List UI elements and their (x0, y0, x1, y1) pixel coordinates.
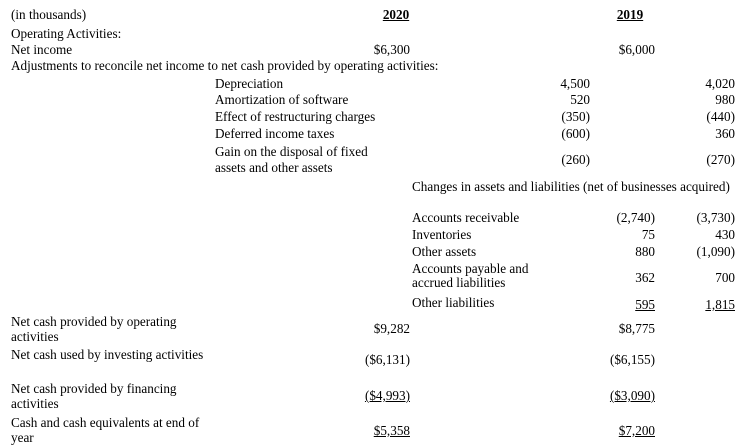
adjustment-2019: 4,020 (705, 76, 735, 91)
change-2020: 362 (635, 270, 655, 285)
total-2019: ($3,090) (609, 388, 655, 403)
total-2020: ($6,131) (364, 352, 410, 367)
change-2020: 595 (635, 297, 655, 312)
changes-label: Changes in assets and liabilities (net of businesses acquired) (412, 179, 730, 194)
change-2019: 700 (715, 270, 735, 285)
adjustment-2020: 520 (570, 92, 590, 107)
change-label: Other liabilities (412, 295, 495, 310)
change-2019: (3,730) (696, 210, 735, 225)
change-2019: 1,815 (705, 297, 735, 312)
adjustment-label: Gain on the disposal of fixed assets and other assets (215, 144, 368, 175)
total-2020: $5,358 (373, 423, 410, 438)
adjustment-2019: (440) (706, 109, 735, 124)
adjustment-2020: (260) (561, 152, 590, 167)
adjustment-2019: 980 (715, 92, 735, 107)
change-2019: (1,090) (696, 244, 735, 259)
adjustment-2019: (270) (706, 152, 735, 167)
total-2020: ($4,993) (364, 388, 410, 403)
total-label: Cash and cash equivalents at end of year (11, 415, 200, 445)
net-income-2020: $6,300 (373, 42, 410, 57)
adjustment-label: Amortization of software (215, 92, 349, 107)
change-2020: 880 (635, 244, 655, 259)
net-income-2019: $6,000 (618, 42, 655, 57)
total-label: Net cash provided by financing activities (11, 381, 177, 411)
units-label: (in thousands) (11, 7, 87, 22)
adjustment-label: Depreciation (215, 76, 284, 91)
total-2019: $8,775 (618, 321, 655, 336)
column-header-2019: 2019 (616, 7, 644, 22)
column-header-2020: 2020 (382, 7, 410, 22)
change-label: Inventories (412, 227, 472, 242)
change-label: Accounts receivable (412, 210, 520, 225)
change-label: Other assets (412, 244, 477, 259)
total-label: Net cash used by investing activities (11, 347, 204, 362)
change-2019: 430 (715, 227, 735, 242)
adjustment-label: Effect of restructuring charges (215, 109, 376, 124)
section-label-operating: Operating Activities: (11, 26, 122, 41)
change-2020: (2,740) (616, 210, 655, 225)
adjustment-label: Deferred income taxes (215, 126, 335, 141)
total-label: Net cash provided by operating activities (11, 314, 177, 344)
total-2020: $9,282 (373, 321, 410, 336)
total-2019: ($6,155) (609, 352, 655, 367)
adjustments-label: Adjustments to reconcile net income to net cash provided by operating activities: (11, 58, 439, 73)
adjustment-2019: 360 (715, 126, 735, 141)
change-2020: 75 (641, 227, 655, 242)
adjustment-2020: (600) (561, 126, 590, 141)
adjustment-2020: (350) (561, 109, 590, 124)
change-label: Accounts payable and accrued liabilities (412, 261, 529, 290)
adjustment-2020: 4,500 (560, 76, 590, 91)
net-income-label: Net income (11, 42, 73, 57)
total-2019: $7,200 (618, 423, 655, 438)
